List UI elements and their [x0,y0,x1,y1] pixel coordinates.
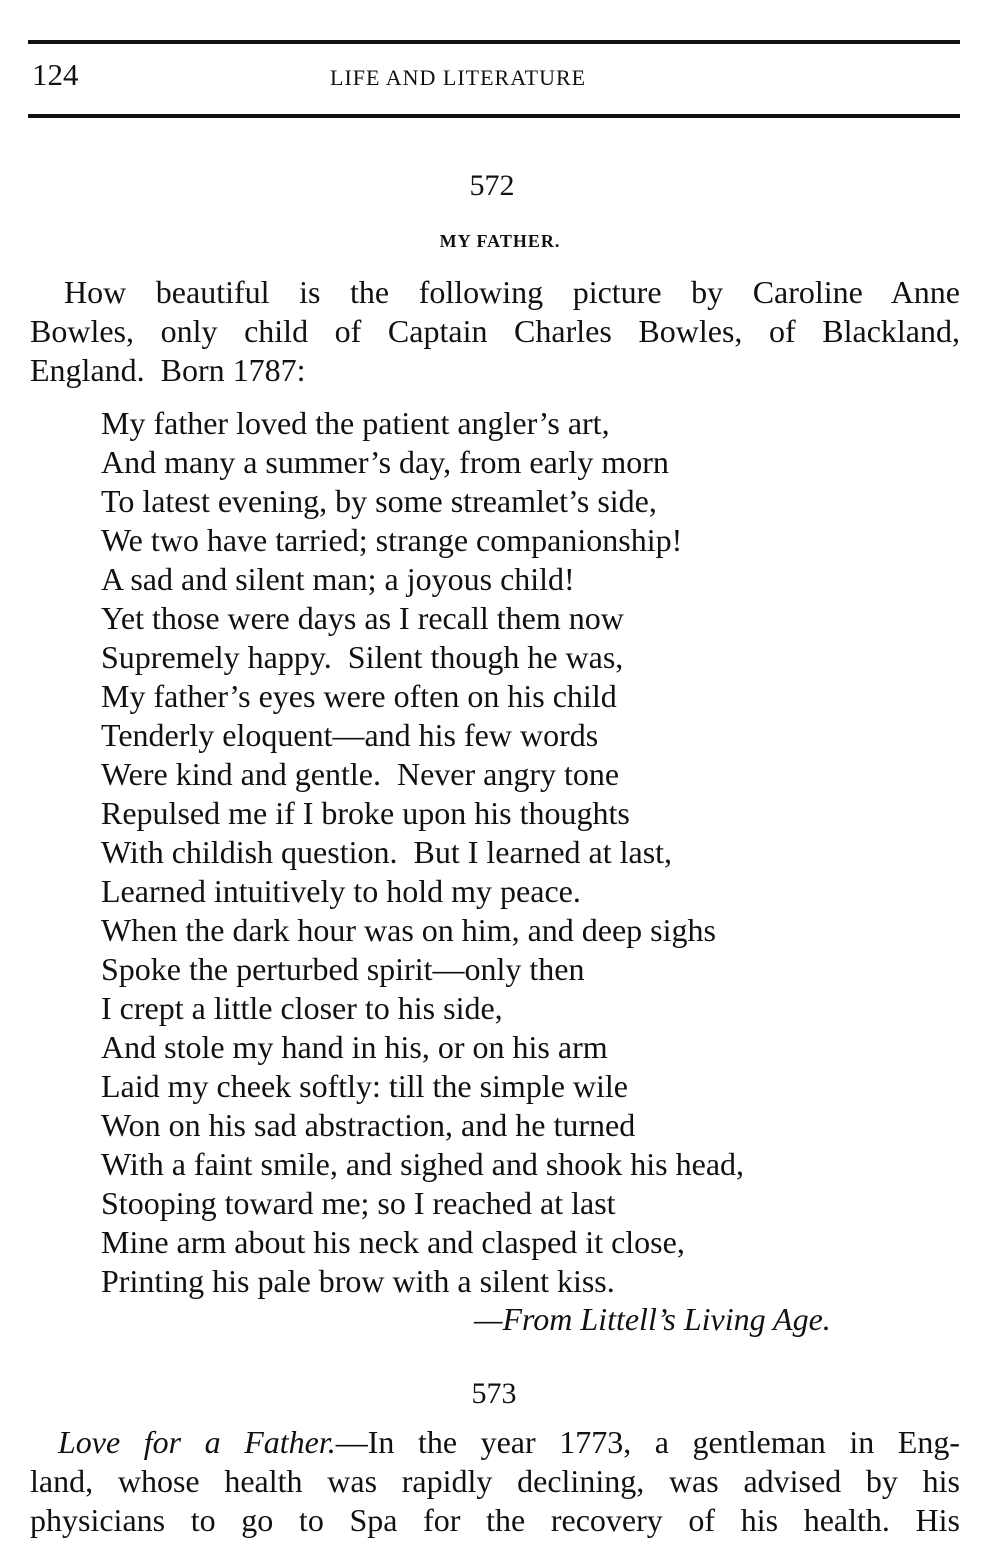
poem-line: Yet those were days as I recall them now [101,600,624,636]
poem-line: To latest evening, by some streamlet’s side, [101,483,657,519]
poem-line: When the dark hour was on him, and deep sighs [101,912,716,948]
poem-line: Learned intuitively to hold my peace. [101,873,581,909]
poem-line: Supremely happy. Silent though he was, [101,639,624,675]
body-line [58,1423,960,1461]
intro-line: How beautiful is the following picture by Caroline Anne [64,274,960,310]
poem-line: We two have tarried; strange companionship! [101,522,683,558]
running-head: LIFE AND LITERATURE [330,65,587,90]
poem-line: I crept a little closer to his side, [101,990,503,1026]
poem-line: My father loved the patient angler’s art, [101,405,610,441]
poem [101,404,744,1301]
body-line: physicians to go to Spa for the recovery of his health. His [30,1502,960,1538]
body-line-rest: —In the year 1773, a gentleman in Eng- [335,1424,961,1460]
poem-line: Spoke the perturbed spirit—only then [101,951,585,987]
poem-line: Repulsed me if I broke upon his thoughts [101,795,630,831]
poem-line: And many a summer’s day, from early morn [101,444,669,480]
poem-line: Mine arm about his neck and clasped it close, [101,1224,685,1260]
poem-line: My father’s eyes were often on his child [101,678,617,714]
poem-line: With a faint smile, and sighed and shook his head, [101,1146,745,1182]
poem-line: Tenderly eloquent—and his few words [101,717,599,753]
poem-line: Laid my cheek softly: till the simple wile [101,1068,628,1104]
poem-line: Printing his pale brow with a silent kiss. [101,1263,615,1299]
header-bottom-rule [28,114,960,118]
paragraph-lead-italic: Love for a Father. [58,1424,336,1460]
poem-line: And stole my hand in his, or on his arm [101,1029,608,1065]
attribution: —From Littell’s Living Age. [474,1301,831,1337]
poem-line: Stooping toward me; so I reached at last [101,1185,616,1221]
body-line: land, whose health was rapidly declining, was advised by his [30,1463,960,1499]
intro-line: England. Born 1787: [30,352,306,388]
article-title: MY FATHER. [439,231,561,251]
page-number: 124 [32,57,79,92]
poem-line: With childish question. But I learned at last, [101,834,673,870]
header-top-rule [28,40,960,44]
intro-line: Bowles, only child of Captain Charles Bowles, of Blackland, [30,313,960,349]
poem-line: Were kind and gentle. Never angry tone [101,756,620,792]
section-number-573: 573 [471,1377,517,1410]
poem-line: A sad and silent man; a joyous child! [101,561,575,597]
section-number-572: 572 [469,169,515,202]
poem-line: Won on his sad abstraction, and he turned [101,1107,636,1143]
